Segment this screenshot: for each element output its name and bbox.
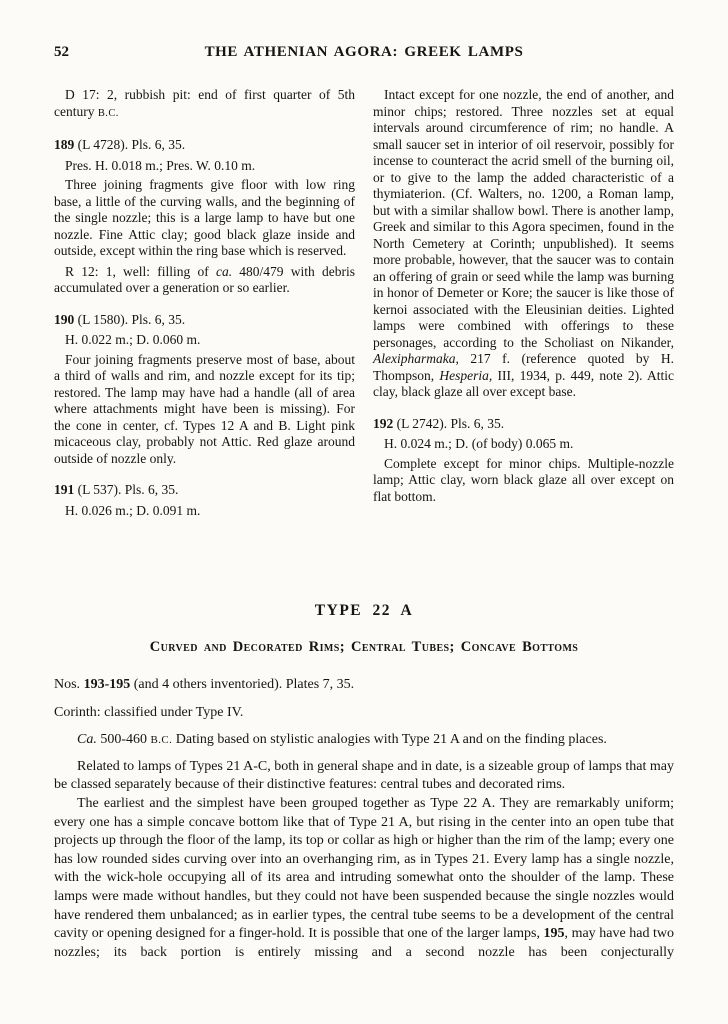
text-segment: 500-460 <box>96 732 151 748</box>
entry-description: Three joining fragments give floor with low ring base, a little of the curving walls, and the beginning of the single nozzle; this is a large lamp to have but one nozzle. Fine Attic clay; good black glaze inside and outside, except within the ring base which is reserved. <box>54 177 355 258</box>
text-segment: (and 4 others inventoried). Plates 7, 35. <box>130 677 355 692</box>
text-segment: Alexipharmaka, <box>373 351 459 366</box>
text-segment: (L 1580). Pls. 6, 35. <box>74 311 186 327</box>
entry-dimensions: Pres. H. 0.018 m.; Pres. W. 0.10 m. <box>65 157 256 173</box>
text-segment: Intact except for one nozzle, the end of another, and minor chips; restored. Three nozzles set at equal intervals around circumference of rim; no handle. A small saucer set in interior of oil reservoir, possibly for incense to counteract the acrid smell of the burning oil, or to give to the lamp the added characteristic of a thymiaterion. (Cf. Walters, no. 1200, a Roman lamp, but with a similar shallow bowl. There is another lamp, Greek and similar to this Agora specimen, found in the North Cemetery at Corinth; unpublished). It seems more probable, however, that the saucer was to contain an offering of grain or seed while the lamp was burning in honor of Demeter or Kore; the saucer is like those of kernoi associated with the Eleusinian deities. Lighted lamps were combined with offerings to these personages, according to the Scholiast on Nikander, <box>373 87 674 350</box>
entry-heading <box>54 137 355 154</box>
entry-description: Complete except for minor chips. Multiple-nozzle lamp; Attic clay, worn black glaze all over except on flat bottom. <box>373 455 674 504</box>
running-head <box>54 44 674 61</box>
entry-heading <box>54 312 355 329</box>
catalog-entry-190 <box>54 312 355 468</box>
entry-description: Four joining fragments preserve most of base, about a third of walls and rim, and nozzle except for its tip; restored. The lamp may have had a handle (all of area where attachments might have been is missing). For the cone in center, cf. Types 12 A and B. Light pink micaceous clay, probably not Attic. Red glaze around outside of nozzle only. <box>54 351 355 466</box>
text-segment: 193-195 <box>83 677 131 692</box>
text-segment: B.C. <box>97 107 119 119</box>
corinth-classification-line: Corinth: classified under Type IV. <box>54 704 244 720</box>
provenance-note-d17 <box>54 87 355 122</box>
text-segment: , may have had two nozzles; its back portion is entirely missing and a second nozzle has been conjecturally <box>54 926 674 960</box>
text-segment: R 12: 1, well: filling of <box>65 263 216 279</box>
text-segment: The earliest and the simplest have been grouped together as Type 22 A. They are remarkably uniform; every one has a simple concave bottom like that of Type 21 A, but rising in the center into an open tube that projects up through the floor of the lamp, its top or collar as high or higher than the rim of the lamp; every one has low rounded sides curving over into an overhanging rim, as in Types 21. Every lamp has a single nozzle, with the wick-hole occupying all of its area and intruding somewhat onto the shoulder of the lamp. These lamps were made without handles, but they could not have been suspended because the single nozzles would have rendered them unbalanced; as in earlier types, the central tube seems to be a development of the central cavity or opening designed for a finger-hold. It is possible that one of the larger lamps, <box>54 795 674 942</box>
section-subtitle: Curved and Decorated Rims; Central Tubes; Concave Bottoms <box>149 639 579 655</box>
provenance-note-r12 <box>54 264 355 297</box>
catalog-entry-191 <box>54 482 355 519</box>
text-segment: Nos. <box>54 677 84 692</box>
text-segment: 192 <box>373 415 394 431</box>
right-column <box>373 87 674 585</box>
text-segment: 190 <box>54 311 75 327</box>
entry-dimensions: H. 0.026 m.; D. 0.091 m. <box>65 502 201 518</box>
entry-dimensions: H. 0.024 m.; D. (of body) 0.065 m. <box>384 436 574 451</box>
text-segment: Hesperia, <box>439 367 493 383</box>
dating-line <box>54 731 674 750</box>
text-segment: 480/479 with debris accumulated over a generation or so earlier. <box>54 263 355 295</box>
text-segment: 191 <box>54 482 75 497</box>
text-segment: D 17: 2, rubbish pit: end of first quarter of 5th century <box>54 87 355 119</box>
entry-heading <box>54 482 355 499</box>
text-segment: III, 1934, p. 449, note 2). Attic clay, black glaze all over except base. <box>373 367 674 399</box>
running-title: THE ATHENIAN AGORA: GREEK LAMPS <box>204 44 524 60</box>
entry-dimensions: H. 0.022 m.; D. 0.060 m. <box>65 332 201 347</box>
text-segment: (L 537). Pls. 6, 35. <box>74 482 179 497</box>
catalog-entry-189 <box>54 137 355 260</box>
catalog-columns <box>54 87 674 585</box>
text-segment: ca. <box>215 263 233 279</box>
type-22a-section <box>54 602 674 962</box>
page-number: 52 <box>54 44 69 60</box>
catalog-entry-192 <box>373 416 674 506</box>
text-segment: Dating based on stylistic analogies with Type 21 A and on the finding places. <box>172 732 607 748</box>
text-segment: 189 <box>54 137 75 152</box>
text-segment: 195 <box>543 926 565 942</box>
text-segment: 217 f. (reference quoted by H. Thompson, <box>373 351 674 383</box>
text-segment: B.C. <box>150 734 173 747</box>
section-title: TYPE 22 A <box>314 602 414 619</box>
paragraph-related-lamps: Related to lamps of Types 21 A-C, both in general shape and in date, is a sizeable group of lamps that may be classed separately because of their distinctive features: central tubes and decorated rims. <box>54 758 674 793</box>
text-segment: Ca. <box>77 732 97 748</box>
entry-191-description-continued <box>373 87 674 401</box>
paragraph-type-22a-description <box>54 795 674 962</box>
entry-heading <box>373 416 674 433</box>
text-segment: (L 2742). Pls. 6, 35. <box>393 415 505 431</box>
left-column <box>54 87 355 585</box>
catalog-numbers-line <box>54 676 674 695</box>
text-segment: (L 4728). Pls. 6, 35. <box>74 137 186 152</box>
